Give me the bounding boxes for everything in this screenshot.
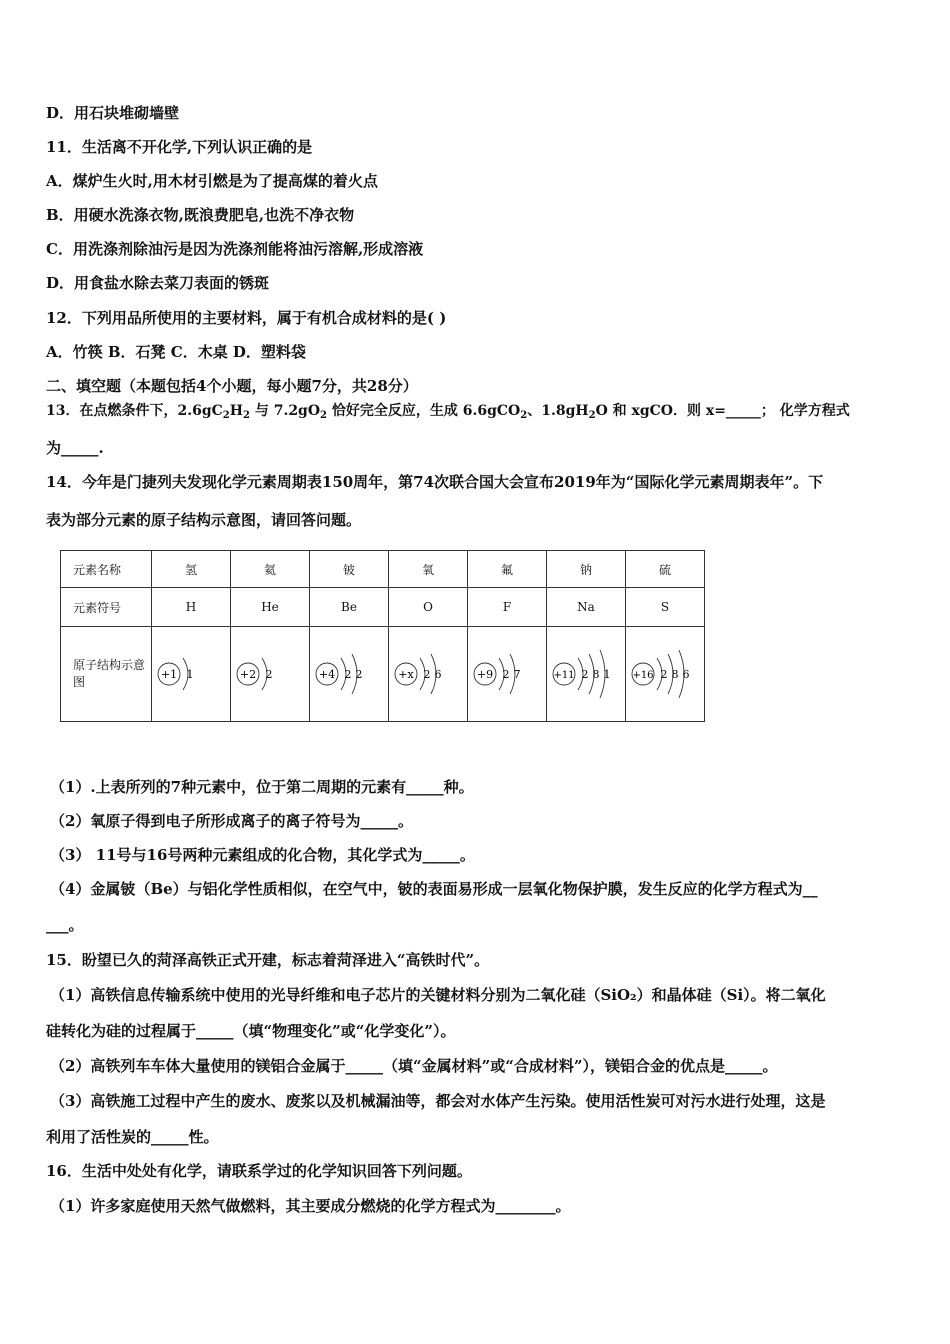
nucleus-charge: +x bbox=[398, 668, 414, 681]
atom-diagram-cell bbox=[626, 627, 705, 722]
electron-count: 6 bbox=[682, 668, 690, 681]
element-symbol: Na bbox=[547, 588, 626, 627]
electron-count: 1 bbox=[186, 668, 194, 681]
atom-diagram-cell bbox=[389, 627, 468, 722]
nucleus-charge: +9 bbox=[476, 668, 494, 681]
question-11: 11．生活离不开化学,下列认识正确的是 bbox=[46, 138, 313, 156]
electron-count: 2 bbox=[423, 668, 431, 681]
electron-count: 2 bbox=[581, 668, 589, 681]
atom-structure-diagram bbox=[311, 639, 387, 709]
q15-part-3: （3）高铁施工过程中产生的废水、废浆以及机械漏油等，都会对水体产生污染。使用活性炭可对污水进行处理，这是 bbox=[50, 1092, 826, 1110]
element-symbol: He bbox=[231, 588, 310, 627]
electron-count: 8 bbox=[671, 668, 679, 681]
row-label-structure: 原子结构示意图 bbox=[61, 627, 152, 722]
option-d-q11: D．用食盐水除去菜刀表面的锈斑 bbox=[46, 274, 270, 292]
q13-sub-5: 2 bbox=[588, 410, 596, 421]
question-14-cont: 表为部分元素的原子结构示意图，请回答问题。 bbox=[46, 511, 362, 529]
q13-sub-1: 2 bbox=[222, 410, 230, 421]
q14-part-4-cont: ___。 bbox=[46, 916, 84, 934]
option-d-q10: D．用石块堆砌墙壁 bbox=[46, 104, 180, 122]
atom-diagram-cell bbox=[231, 627, 310, 722]
element-name: 铍 bbox=[310, 551, 389, 588]
nucleus-charge: +16 bbox=[632, 670, 654, 681]
q13-part-d: 恰好完全反应，生成 6.6gCO bbox=[327, 403, 521, 419]
atom-diagram-cell bbox=[468, 627, 547, 722]
electron-count: 1 bbox=[603, 668, 611, 681]
atom-structure-diagram bbox=[153, 639, 229, 709]
q13-part-b: H bbox=[229, 403, 243, 419]
q13-sub-4: 2 bbox=[520, 410, 528, 421]
element-name: 硫 bbox=[626, 551, 705, 588]
q15-part-1: （1）高铁信息传输系统中使用的光导纤维和电子芯片的关键材料分别为二氧化硅（SiO₂）和晶体硅（Si）。将二氧化 bbox=[50, 986, 826, 1004]
q16-part-1: （1）许多家庭使用天然气做燃料，其主要成分燃烧的化学方程式为________。 bbox=[50, 1197, 571, 1215]
atom-diagram-cell bbox=[310, 627, 389, 722]
question-12: 12．下列用品所使用的主要材料，属于有机合成材料的是( ) bbox=[46, 309, 447, 327]
q14-part-2: （2）氧原子得到电子所形成离子的离子符号为_____。 bbox=[50, 812, 413, 830]
element-name: 氢 bbox=[152, 551, 231, 588]
q13-sub-2: 2 bbox=[242, 410, 250, 421]
q13-part-c: 与 7.2gO bbox=[249, 403, 321, 419]
electron-count: 2 bbox=[265, 668, 273, 681]
option-a-q11: A．煤炉生火时,用木材引燃是为了提高煤的着火点 bbox=[46, 172, 378, 190]
atom-structure-diagram bbox=[548, 639, 624, 709]
atom-structure-diagram bbox=[627, 639, 703, 709]
q15-part-2: （2）高铁列车车体大量使用的镁铝合金属于_____（填“金属材料”或“合成材料”），镁铝合金的优点是_____。 bbox=[50, 1057, 778, 1075]
element-name: 氟 bbox=[468, 551, 547, 588]
nucleus-charge: +11 bbox=[553, 670, 575, 681]
question-15: 15．盼望已久的菏泽高铁正式开建，标志着菏泽进入“高铁时代”。 bbox=[46, 951, 490, 969]
section-heading: 二、填空题（本题包括4个小题，每小题7分，共28分） bbox=[46, 377, 418, 395]
element-name: 氦 bbox=[231, 551, 310, 588]
element-symbol: S bbox=[626, 588, 705, 627]
q14-part-3: （3） 11号与16号两种元素组成的化合物，其化学式为_____。 bbox=[50, 846, 475, 864]
element-symbol: Be bbox=[310, 588, 389, 627]
electron-count: 2 bbox=[502, 668, 510, 681]
q14-part-4: （4）金属铍（Be）与铝化学性质相似，在空气中，铍的表面易形成一层氧化物保护膜，发生反应的化学方程式为__ bbox=[50, 880, 818, 898]
q15-part-1-cont: 硅转化为硅的过程属于_____（填“物理变化”或“化学变化”）。 bbox=[46, 1022, 456, 1040]
electron-count: 2 bbox=[355, 668, 363, 681]
electron-count: 2 bbox=[660, 668, 668, 681]
nucleus-charge: +4 bbox=[318, 668, 336, 681]
options-q12: A．竹筷 B．石凳 C．木桌 D．塑料袋 bbox=[46, 343, 306, 361]
element-symbol: F bbox=[468, 588, 547, 627]
question-13 bbox=[46, 401, 910, 426]
nucleus-charge: +2 bbox=[239, 668, 257, 681]
electron-count: 7 bbox=[513, 668, 521, 681]
nucleus-charge: +1 bbox=[160, 668, 178, 681]
option-b-q11: B．用硬水洗涤衣物,既浪费肥皂,也洗不净衣物 bbox=[46, 206, 355, 224]
element-name: 氧 bbox=[389, 551, 468, 588]
atom-structure-diagram bbox=[469, 639, 545, 709]
element-symbol: H bbox=[152, 588, 231, 627]
atom-structure-diagram bbox=[232, 639, 308, 709]
q13-part-e: 、1.8gH bbox=[527, 403, 589, 419]
option-c-q11: C．用洗涤剂除油污是因为洗涤剂能将油污溶解,形成溶液 bbox=[46, 240, 424, 258]
q15-part-3-cont: 利用了活性炭的_____性。 bbox=[46, 1128, 219, 1146]
question-13-cont: 为_____. bbox=[46, 439, 104, 457]
atom-structure-diagram bbox=[390, 639, 466, 709]
row-label-name: 元素名称 bbox=[61, 551, 152, 588]
electron-count: 8 bbox=[592, 668, 600, 681]
question-16: 16．生活中处处有化学，请联系学过的化学知识回答下列问题。 bbox=[46, 1162, 472, 1180]
atom-diagram-cell bbox=[547, 627, 626, 722]
q13-part-a: 13．在点燃条件下，2.6gC bbox=[46, 403, 223, 419]
atom-diagram-cell bbox=[152, 627, 231, 722]
q13-sub-3: 2 bbox=[320, 410, 328, 421]
row-label-symbol: 元素符号 bbox=[61, 588, 152, 627]
question-14: 14．今年是门捷列夫发现化学元素周期表150周年，第74次联合国大会宣布2019年为“国际化学元素周期表年”。下 bbox=[46, 473, 824, 491]
element-symbol: O bbox=[389, 588, 468, 627]
atomic-structure-table bbox=[60, 550, 705, 722]
element-name: 钠 bbox=[547, 551, 626, 588]
electron-count: 2 bbox=[344, 668, 352, 681]
q13-part-f: O 和 xgCO．则 x=_____； 化学方程式 bbox=[595, 403, 850, 419]
q14-part-1: （1）.上表所列的7种元素中，位于第二周期的元素有_____种。 bbox=[50, 778, 474, 796]
electron-count: 6 bbox=[434, 668, 442, 681]
